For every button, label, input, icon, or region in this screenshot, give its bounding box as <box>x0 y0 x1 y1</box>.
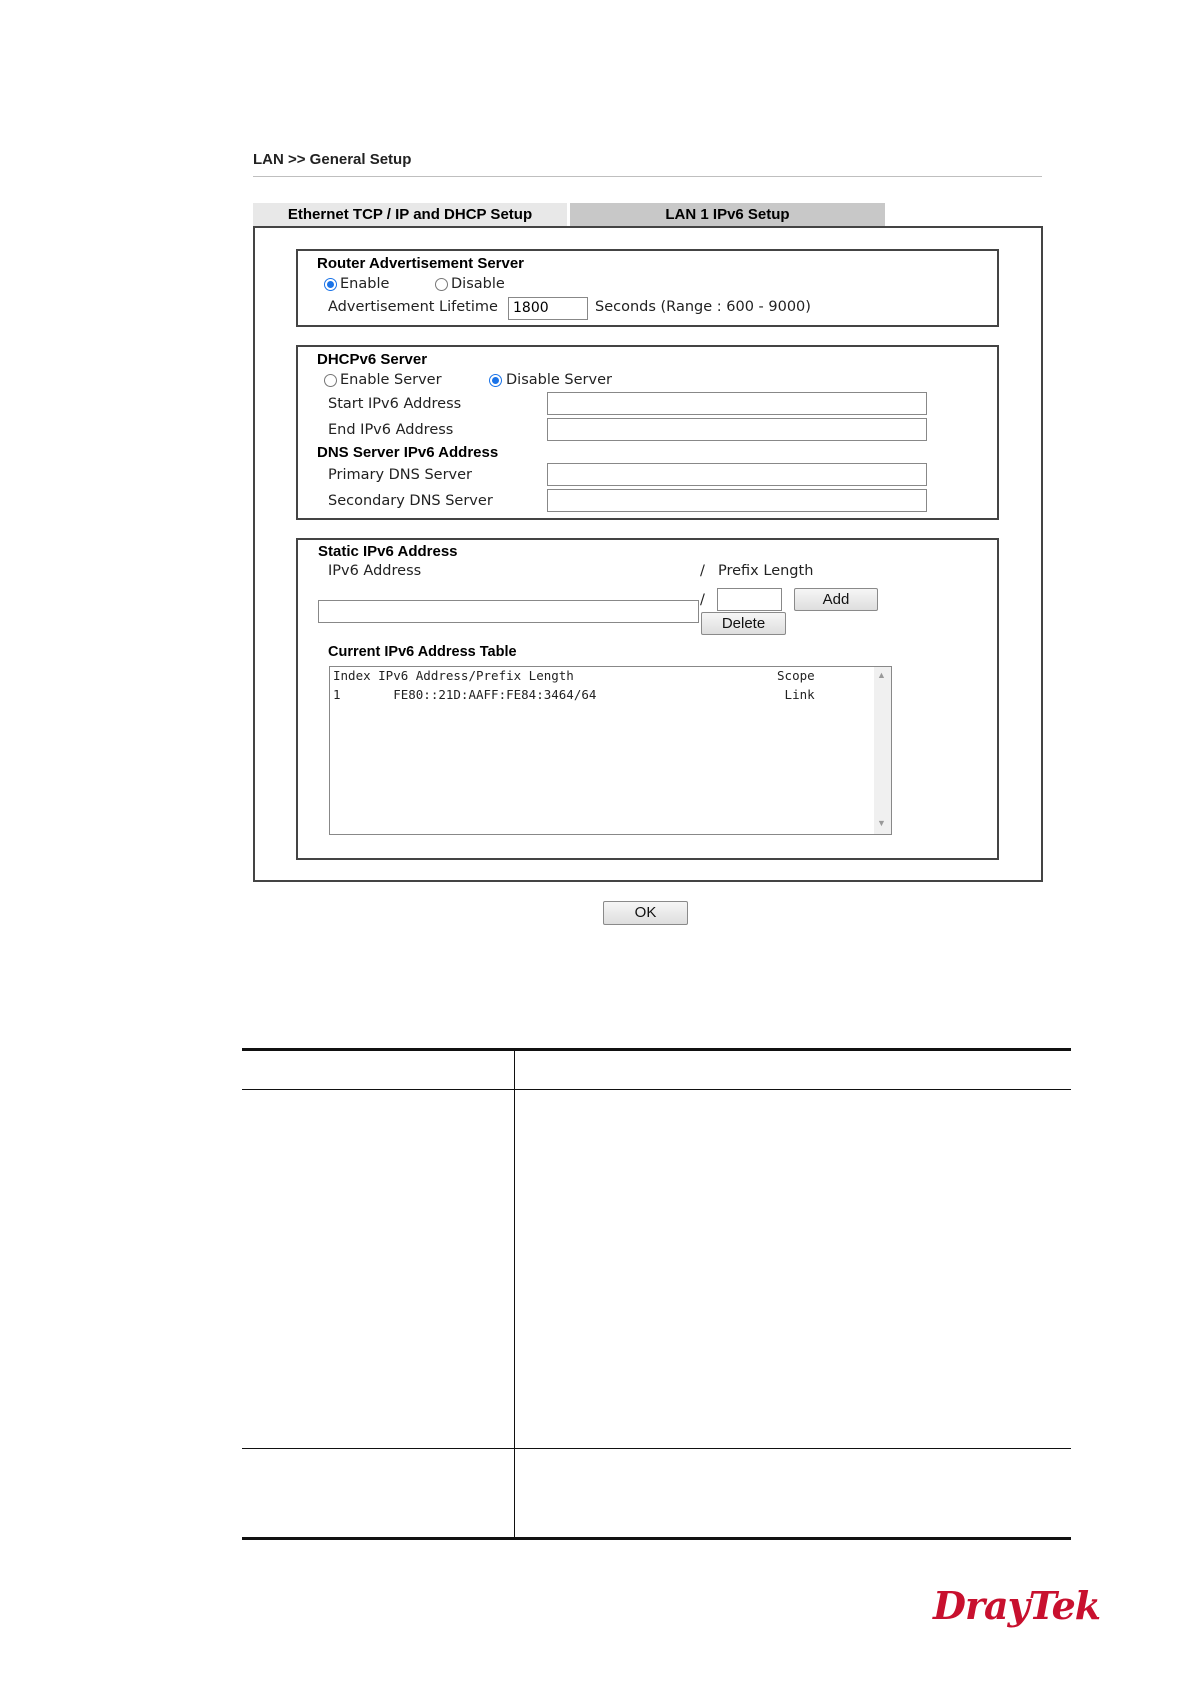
tab-lan1-ipv6-setup[interactable]: LAN 1 IPv6 Setup <box>570 203 885 226</box>
secondary-dns-input[interactable] <box>547 489 927 512</box>
dhcpv6-enable-radio[interactable] <box>324 374 337 387</box>
table-scrollbar[interactable] <box>874 667 891 834</box>
dhcpv6-enable-label: Enable Server <box>340 372 442 388</box>
start-ipv6-input[interactable] <box>547 392 927 415</box>
prefix-length-input[interactable] <box>717 588 782 611</box>
doc-table-bottom-rule <box>242 1537 1071 1540</box>
ra-enable-radio[interactable] <box>324 278 337 291</box>
static-ipv6-heading: Static IPv6 Address <box>318 543 458 560</box>
end-ipv6-input[interactable] <box>547 418 927 441</box>
current-ipv6-table-heading: Current IPv6 Address Table <box>328 644 517 660</box>
advertisement-lifetime-input[interactable]: 1800 <box>508 297 588 320</box>
add-button[interactable]: Add <box>794 588 878 611</box>
ra-enable-label: Enable <box>340 276 390 292</box>
dhcpv6-disable-label: Disable Server <box>506 372 612 388</box>
page-title: LAN >> General Setup <box>253 151 412 168</box>
ipv6-table-row[interactable]: 1 FE80::21D:AAFF:FE84:3464/64 Link <box>333 687 815 702</box>
end-ipv6-label: End IPv6 Address <box>328 422 454 438</box>
scroll-down-icon[interactable]: ▼ <box>877 818 886 828</box>
lifetime-range-text: Seconds (Range : 600 - 9000) <box>595 299 811 315</box>
doc-table-row-rule <box>242 1448 1071 1449</box>
dhcpv6-server-heading: DHCPv6 Server <box>317 351 428 368</box>
dhcpv6-disable-radio[interactable] <box>489 374 502 387</box>
ipv6-address-label: IPv6 Address <box>328 563 422 579</box>
dns-server-ipv6-heading: DNS Server IPv6 Address <box>317 444 499 461</box>
ra-disable-label: Disable <box>451 276 505 292</box>
ok-button[interactable]: OK <box>603 901 688 925</box>
advertisement-lifetime-label: Advertisement Lifetime <box>328 299 498 315</box>
primary-dns-label: Primary DNS Server <box>328 467 473 483</box>
router-advertisement-heading: Router Advertisement Server <box>317 255 525 272</box>
doc-table-column-divider <box>514 1050 515 1538</box>
prefix-length-label: Prefix Length <box>718 563 814 579</box>
title-divider <box>253 176 1042 177</box>
ra-disable-radio[interactable] <box>435 278 448 291</box>
draytek-logo: DrayTek <box>933 1583 1101 1628</box>
doc-table-header-rule <box>242 1089 1071 1090</box>
secondary-dns-label: Secondary DNS Server <box>328 493 493 509</box>
prefix-slash: / <box>700 592 705 608</box>
ipv6-table-header: Index IPv6 Address/Prefix Length Scope <box>333 668 815 683</box>
static-ipv6-address-input[interactable] <box>318 600 699 623</box>
start-ipv6-label: Start IPv6 Address <box>328 396 462 412</box>
scroll-up-icon[interactable]: ▲ <box>877 670 886 680</box>
prefix-slash-header: / <box>700 563 705 579</box>
doc-table-top-rule <box>242 1048 1071 1051</box>
primary-dns-input[interactable] <box>547 463 927 486</box>
delete-button[interactable]: Delete <box>701 612 786 635</box>
tab-ethernet-tcp-ip-dhcp[interactable]: Ethernet TCP / IP and DHCP Setup <box>253 203 567 226</box>
